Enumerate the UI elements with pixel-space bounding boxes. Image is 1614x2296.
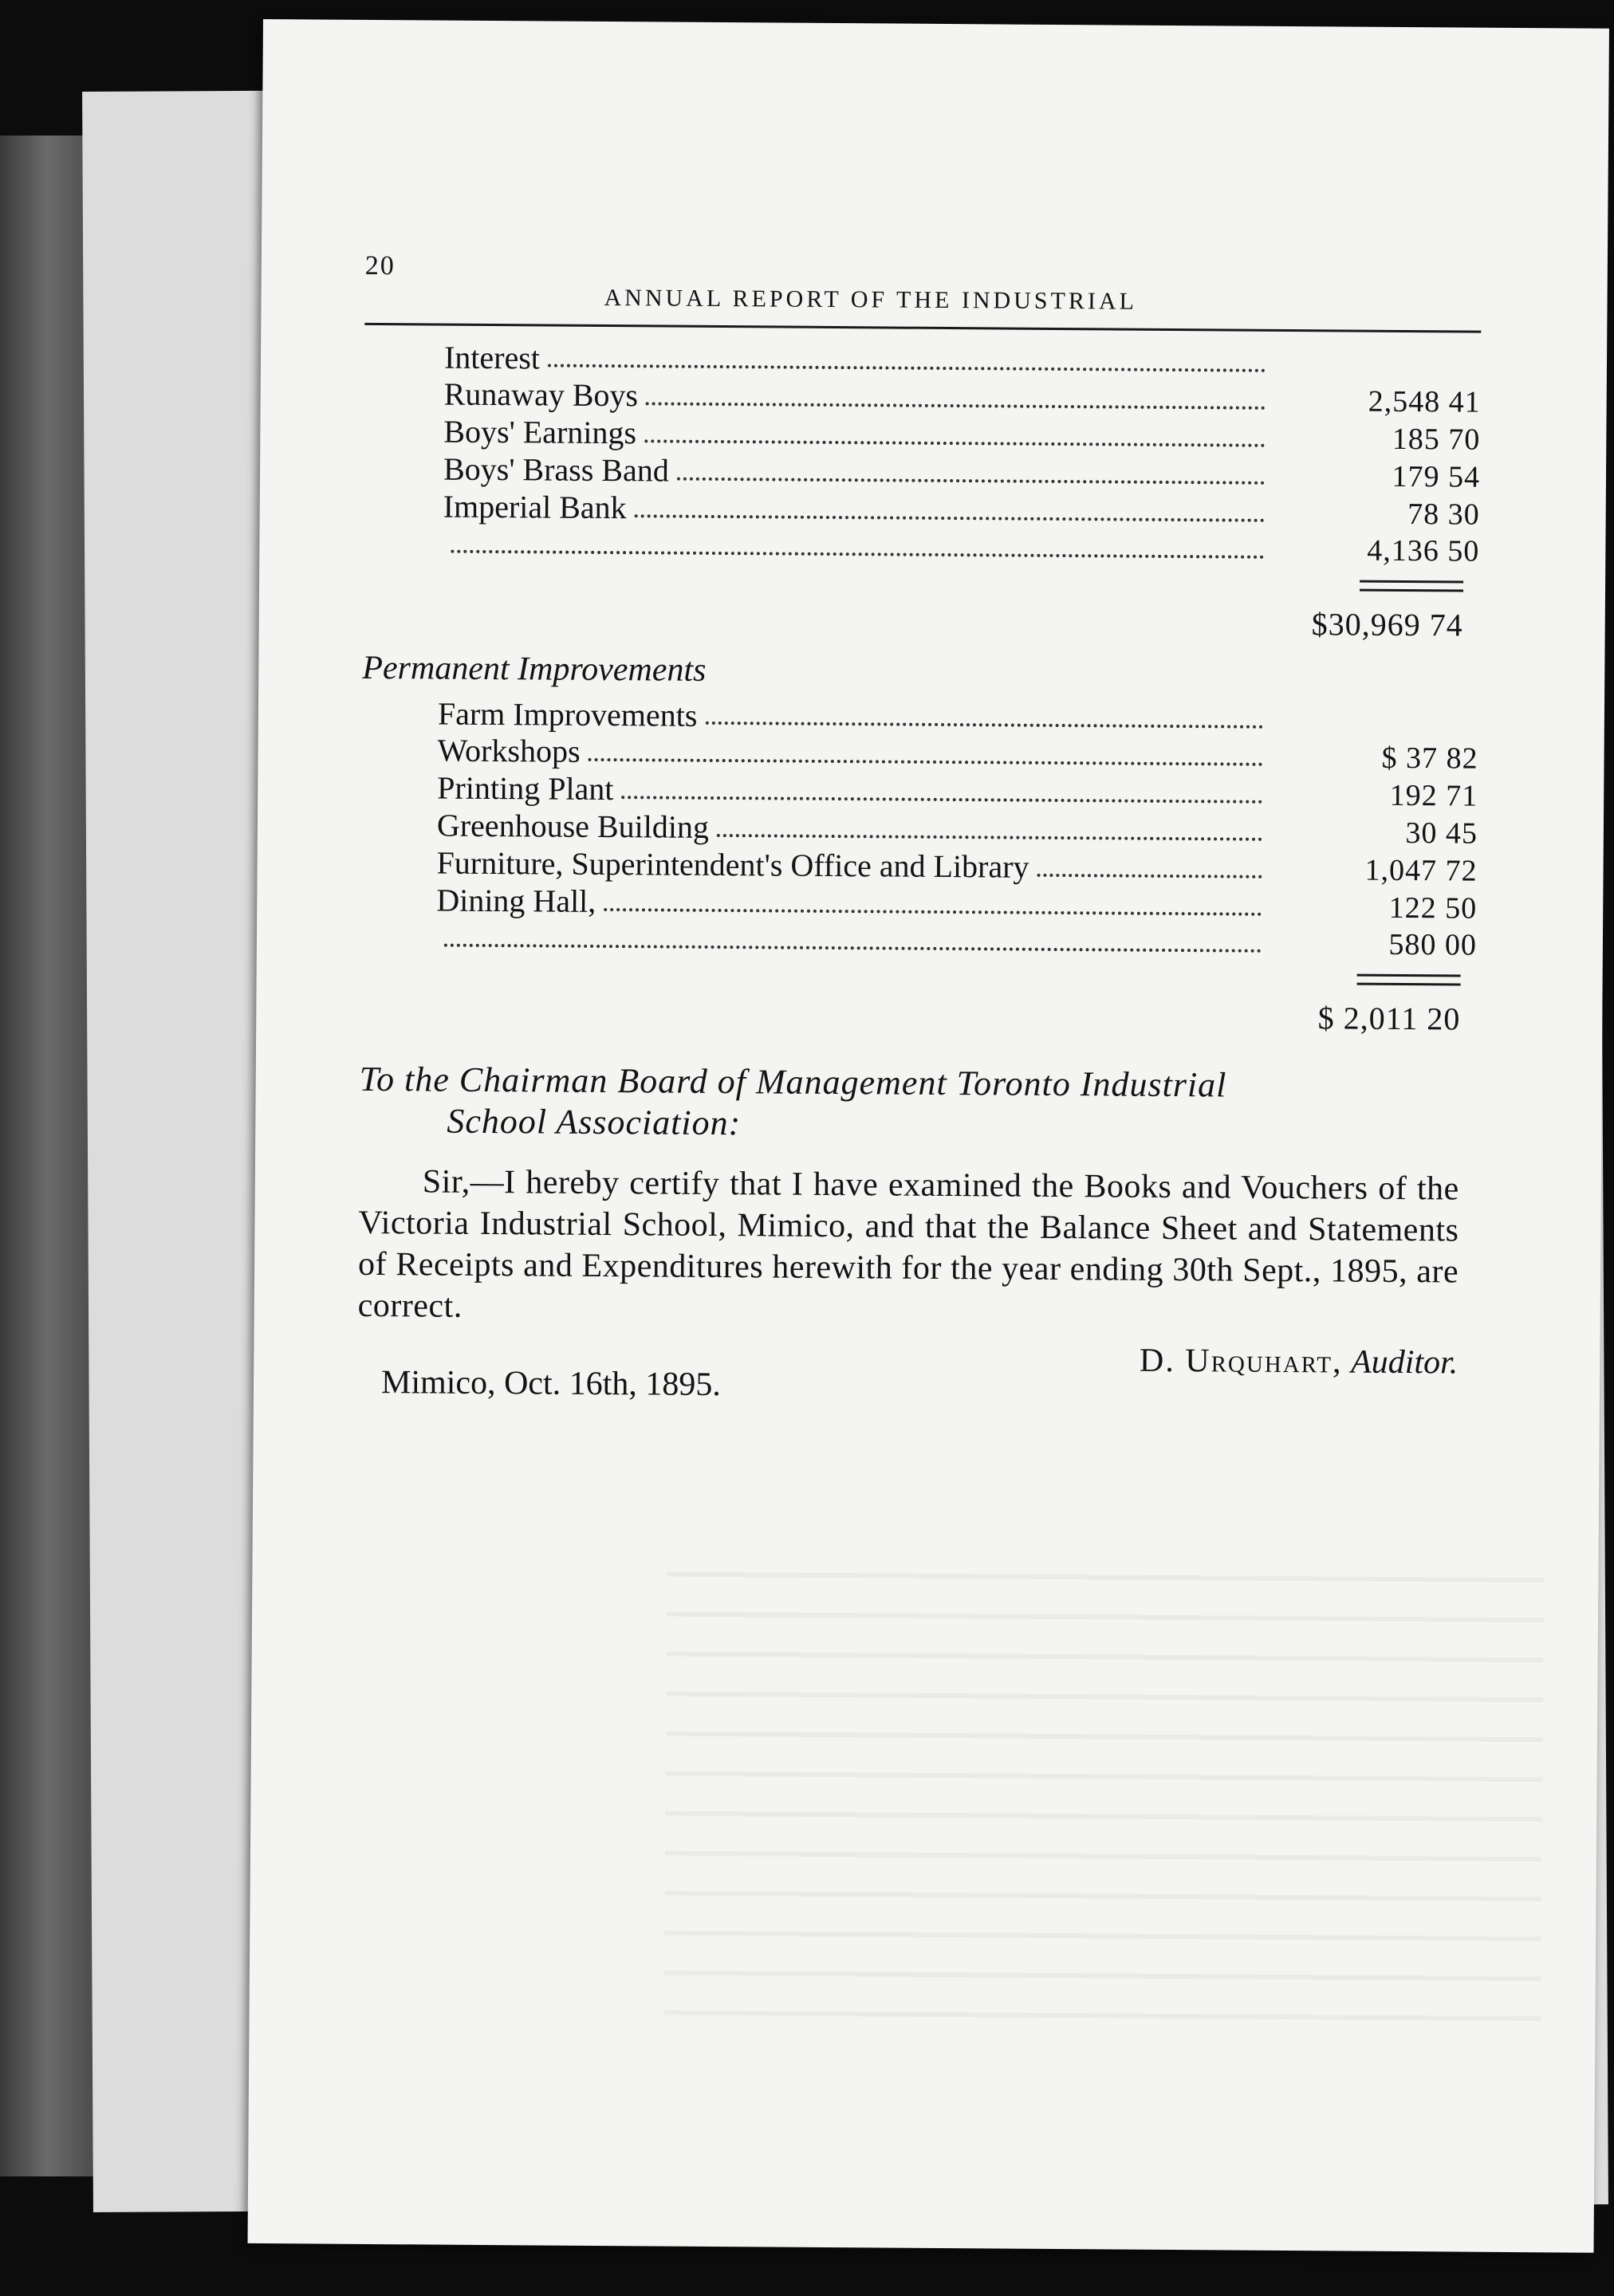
improvements-total: $ 2,011 20 <box>1317 1000 1461 1037</box>
report-content <box>357 339 1481 1409</box>
item-label: Furniture, Superintendent's Office and Library <box>436 844 1029 885</box>
leader-dots <box>548 364 1266 372</box>
header-rule <box>364 323 1481 333</box>
item-amount: 4,136 50 <box>1367 533 1480 568</box>
place-date: Mimico, Oct. 16th, 1895. <box>380 1364 722 1404</box>
item-label: Runaway Boys <box>443 375 639 414</box>
item-amount <box>1273 374 1481 375</box>
item-amount: 30 45 <box>1405 816 1478 851</box>
item-amount: 2,548 41 <box>1368 384 1481 419</box>
auditor-signature <box>1140 1342 1459 1409</box>
address-line-1: To the Chairman Board of Management Toronto Industrial <box>359 1059 1227 1105</box>
leader-dots <box>1037 874 1262 879</box>
leader-dots <box>451 550 1264 559</box>
receipts-total: $30,969 74 <box>1311 606 1463 643</box>
paragraph-indent <box>359 1192 423 1193</box>
leader-dots <box>635 514 1265 522</box>
item-amount: 185 70 <box>1392 422 1481 457</box>
leader-dots <box>621 796 1262 804</box>
item-label: Interest <box>443 339 541 376</box>
leader-dots <box>604 908 1262 916</box>
item-label: Boys' Earnings <box>443 413 637 451</box>
item-label: Printing Plant <box>437 769 614 808</box>
leader-dots <box>646 402 1266 409</box>
signer-title: Auditor. <box>1350 1343 1459 1382</box>
signature-block <box>357 1336 1459 1409</box>
item-amount: 78 30 <box>1407 497 1480 532</box>
leader-dots <box>444 944 1262 953</box>
item-amount: 122 50 <box>1388 890 1478 926</box>
list-item <box>443 526 1479 570</box>
list-item <box>436 920 1477 964</box>
item-amount: $ 37 82 <box>1381 741 1478 776</box>
item-amount: 179 54 <box>1392 459 1481 494</box>
item-amount <box>1271 730 1478 732</box>
leader-dots <box>589 758 1263 766</box>
item-label: Dining Hall, <box>436 882 596 919</box>
document-page <box>248 19 1609 2253</box>
leader-dots <box>644 439 1265 446</box>
item-amount: 192 71 <box>1389 778 1478 813</box>
receipts-list <box>443 340 1481 570</box>
leader-dots <box>717 834 1262 841</box>
bleed-through-text <box>664 1537 1545 2022</box>
letter-address <box>359 1059 1476 1150</box>
signer-name: D. Urquhart, <box>1139 1342 1343 1381</box>
leader-dots <box>677 478 1265 485</box>
item-label: Workshops <box>437 732 581 769</box>
item-amount: 580 00 <box>1388 927 1478 962</box>
page-number: 20 <box>364 250 396 281</box>
letter-body <box>358 1161 1459 1335</box>
item-label: Boys' Brass Band <box>443 450 669 489</box>
total-rule <box>1357 974 1461 986</box>
improvements-list <box>436 696 1478 964</box>
total-rule <box>1360 580 1463 592</box>
letter-body-text: Sir,—I hereby certify that I have examined the Books and Vouchers of the Victoria Industrial School, Mimico, and that the Balance Sheet and Statements of Receipts and Expenditures herewith for the year ending 30th Sept., 1895, are correct. <box>357 1163 1459 1325</box>
page-body <box>357 203 1481 1404</box>
running-head: ANNUAL REPORT OF THE INDUSTRIAL <box>604 284 1137 315</box>
item-label: Imperial Bank <box>443 488 627 526</box>
list-item <box>438 696 1478 740</box>
item-label: Greenhouse Building <box>436 807 710 845</box>
leader-dots <box>705 721 1263 729</box>
address-line-2: School Association: <box>447 1101 742 1143</box>
item-label: Farm Improvements <box>437 695 698 733</box>
section-title: Permanent Improvements <box>362 649 707 689</box>
item-amount: 1,047 72 <box>1364 853 1478 888</box>
